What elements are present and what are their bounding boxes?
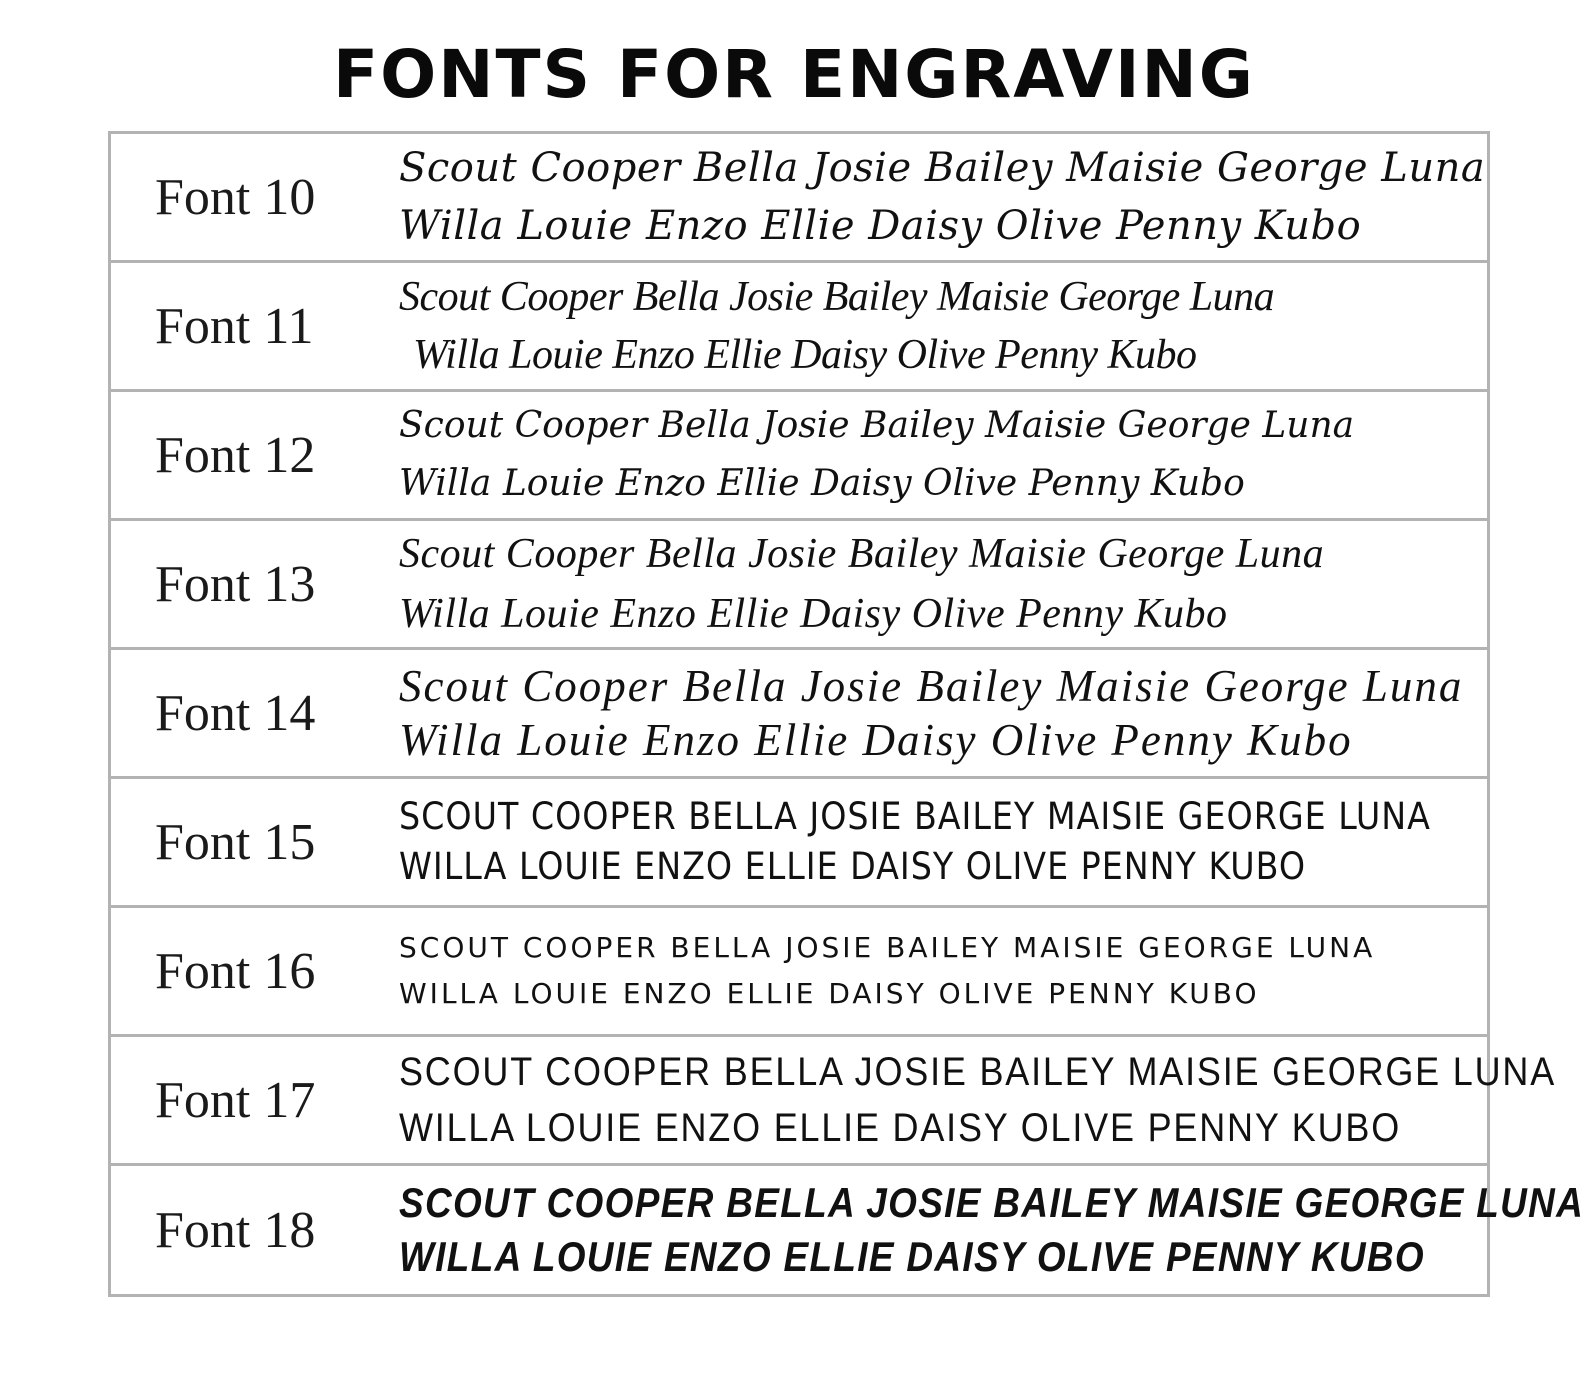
font-label: Font 13	[155, 555, 316, 613]
sample-line-2: WILLA LOUIE ENZO ELLIE DAISY OLIVE PENNY KUBO	[399, 1106, 1402, 1150]
font-sample	[399, 650, 1479, 776]
font-sample	[399, 521, 1479, 647]
font-row-15	[111, 779, 1487, 908]
font-row-16	[111, 908, 1487, 1037]
sample-line-1: Scout Cooper Bella Josie Bailey Maisie George Luna	[399, 661, 1464, 711]
sample-line-1: Scout Cooper Bella Josie Bailey Maisie George Luna	[399, 145, 1486, 191]
sample-line-2: Willa Louie Enzo Ellie Daisy Olive Penny Kubo	[399, 463, 1245, 504]
font-sample	[399, 1037, 1557, 1163]
sample-line-2: Willa Louie Enzo Ellie Daisy Olive Penny Kubo	[399, 591, 1228, 637]
font-row-12	[111, 392, 1487, 521]
font-sample	[399, 392, 1479, 518]
font-label: Font 16	[155, 942, 316, 1000]
sample-line-2: Willa Louie Enzo Ellie Daisy Olive Penny Kubo	[399, 715, 1353, 765]
page-title: FONTS FOR ENGRAVING	[333, 36, 1255, 113]
sample-line-1: Scout Cooper Bella Josie Bailey Maisie George Luna	[399, 531, 1325, 577]
sample-line-2: WILLA LOUIE ENZO ELLIE DAISY OLIVE PENNY KUBO	[399, 1233, 1425, 1280]
sample-line-2: WILLA LOUIE ENZO ELLIE DAISY OLIVE PENNY KUBO	[399, 977, 1260, 1010]
font-row-18	[111, 1166, 1585, 1294]
font-label: Font 15	[155, 813, 316, 871]
font-label: Font 12	[155, 426, 316, 484]
font-row-14	[111, 650, 1487, 779]
font-row-17	[111, 1037, 1557, 1166]
sample-line-1: Scout Cooper Bella Josie Bailey Maisie George Luna	[399, 405, 1355, 446]
sample-line-1: SCOUT COOPER BELLA JOSIE BAILEY MAISIE GEORGE LUNA	[399, 1050, 1557, 1094]
font-sample	[399, 1166, 1585, 1294]
sample-line-1: SCOUT COOPER BELLA JOSIE BAILEY MAISIE GEORGE LUNA	[399, 931, 1376, 964]
font-sample	[399, 134, 1486, 260]
font-row-10	[111, 134, 1487, 263]
font-row-13	[111, 521, 1487, 650]
font-sample	[399, 263, 1479, 389]
sample-line-2: WILLA LOUIE ENZO ELLIE DAISY OLIVE PENNY KUBO	[399, 845, 1307, 888]
sample-line-2: Willa Louie Enzo Ellie Daisy Olive Penny Kubo	[413, 332, 1197, 378]
font-sample	[399, 779, 1479, 905]
font-label: Font 10	[155, 168, 316, 226]
sample-line-2: Willa Louie Enzo Ellie Daisy Olive Penny Kubo	[399, 203, 1362, 249]
sample-line-1: Scout Cooper Bella Josie Bailey Maisie George Luna	[399, 274, 1275, 320]
font-sample-table	[108, 131, 1585, 1297]
font-sample	[399, 908, 1479, 1034]
sample-line-1: SCOUT COOPER BELLA JOSIE BAILEY MAISIE GEORGE LUNA	[399, 795, 1431, 838]
font-label: Font 14	[155, 684, 316, 742]
sample-line-1: SCOUT COOPER BELLA JOSIE BAILEY MAISIE GEORGE LUNA	[399, 1179, 1585, 1226]
font-label: Font 18	[155, 1201, 316, 1259]
font-label: Font 17	[155, 1071, 316, 1129]
font-row-11	[111, 263, 1487, 392]
font-label: Font 11	[155, 297, 314, 355]
